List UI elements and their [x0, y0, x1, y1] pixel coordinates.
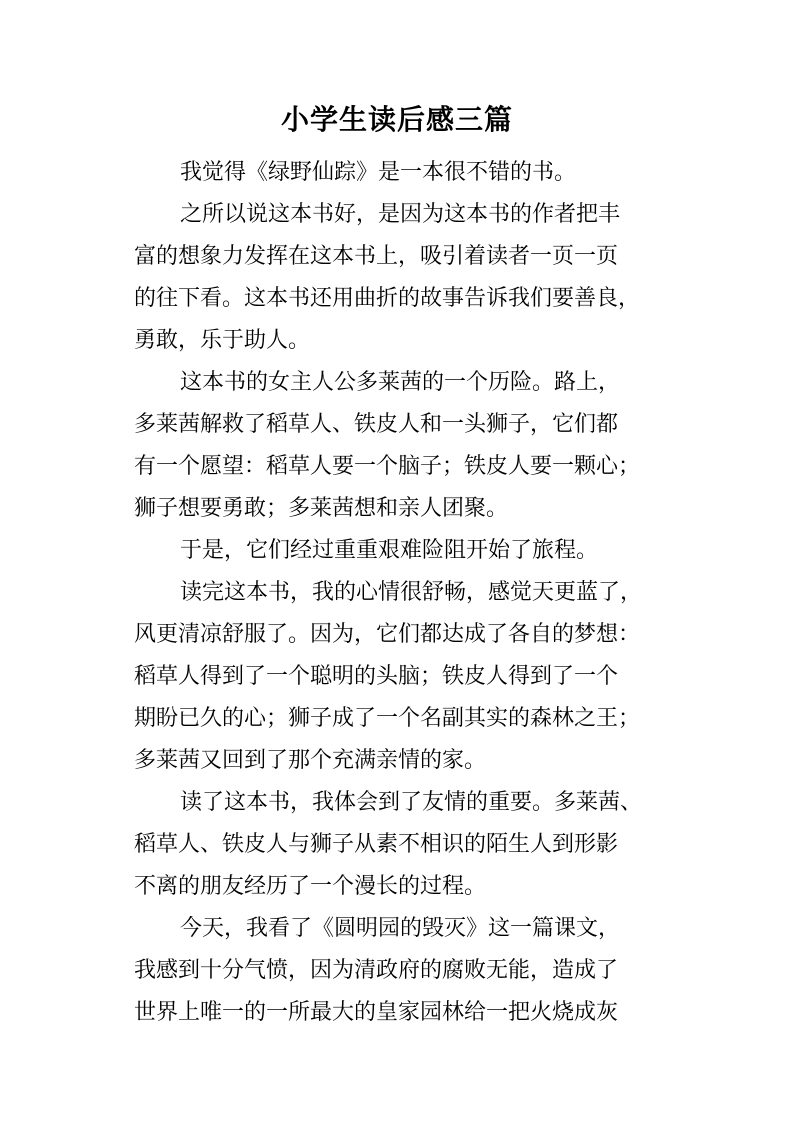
- paragraph-line: 我觉得《绿野仙踪》是一本很不错的书。: [180, 160, 577, 185]
- paragraph-line: 稻草人得到了一个聪明的头脑；铁皮人得到了一个: [134, 664, 619, 689]
- paragraph-line: 勇敢，乐于助人。: [134, 328, 311, 353]
- paragraph-line: 不离的朋友经历了一个漫长的过程。: [134, 874, 487, 899]
- paragraph-line: 期盼已久的心；狮子成了一个名副其实的森林之王；: [134, 706, 641, 731]
- paragraph-line: 有一个愿望：稻草人要一个脑子；铁皮人要一颗心；: [134, 454, 641, 479]
- paragraph-line: 多莱茜解救了稻草人、铁皮人和一头狮子，它们都: [134, 412, 619, 437]
- paragraph-line: 于是，它们经过重重艰难险阻开始了旅程。: [180, 538, 599, 563]
- paragraph-line: 今天，我看了《圆明园的毁灭》这一篇课文，: [180, 916, 621, 941]
- paragraph-line: 的往下看。这本书还用曲折的故事告诉我们要善良，: [134, 286, 641, 311]
- paragraph-line: 多莱茜又回到了那个充满亲情的家。: [134, 748, 487, 773]
- paragraph-line: 富的想象力发挥在这本书上，吸引着读者一页一页: [134, 244, 619, 269]
- paragraph-line: 这本书的女主人公多莱茜的一个历险。路上，: [180, 370, 621, 395]
- paragraph-line: 读完这本书，我的心情很舒畅，感觉天更蓝了，: [180, 580, 643, 605]
- paragraph-line: 读了这本书，我体会到了友情的重要。多莱茜、: [180, 790, 643, 815]
- paragraph-line: 稻草人、铁皮人与狮子从素不相识的陌生人到形影: [134, 832, 619, 857]
- paragraph-line: 风更清凉舒服了。因为，它们都达成了各自的梦想：: [134, 622, 641, 647]
- document-title: 小学生读后感三篇: [280, 103, 513, 136]
- paragraph-line: 我感到十分气愤，因为清政府的腐败无能，造成了: [134, 958, 619, 983]
- paragraph-line: 之所以说这本书好，是因为这本书的作者把丰: [180, 202, 621, 227]
- paragraph-line: 狮子想要勇敢；多莱茜想和亲人团聚。: [134, 496, 509, 521]
- paragraph-line: 世界上唯一的一所最大的皇家园林给一把火烧成灰: [134, 1000, 619, 1025]
- document-body: [134, 152, 664, 1034]
